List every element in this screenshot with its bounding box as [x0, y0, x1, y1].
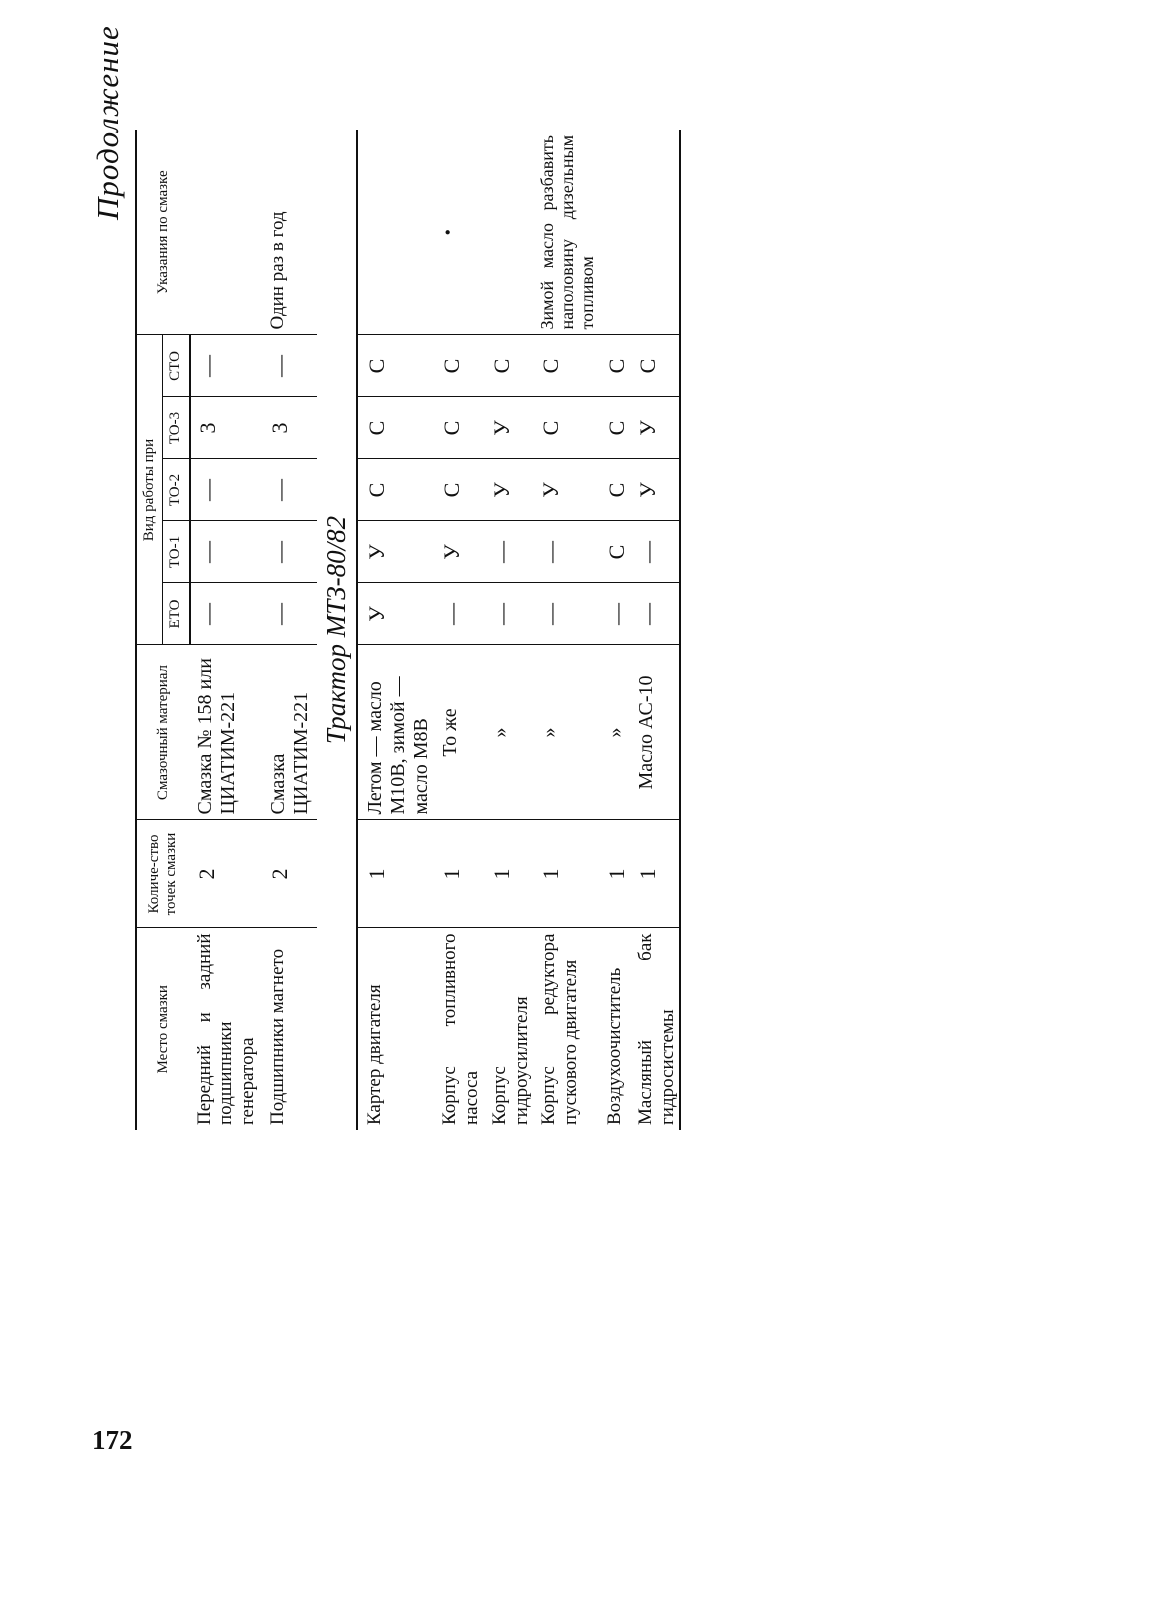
row-to2: С: [598, 459, 629, 521]
lubrication-table: [135, 130, 681, 1130]
row-place: Корпус топливного насоса: [433, 928, 483, 1130]
table-row: [598, 130, 629, 1130]
row-count: 1: [532, 820, 597, 928]
row-to3: У: [483, 397, 533, 459]
row-to1: —: [483, 521, 533, 583]
row-material: Смазка ЦИАТИМ-221: [263, 645, 317, 820]
row-to3: С: [433, 397, 483, 459]
row-eto: —: [433, 583, 483, 645]
row-sto: С: [532, 335, 597, 397]
header-count: Количе-ство точек смазки: [136, 820, 190, 928]
row-place: Воздухоочиститель: [598, 928, 629, 1130]
row-to2: У: [629, 459, 679, 521]
row-count: 1: [598, 820, 629, 928]
row-count: 1: [483, 820, 533, 928]
row-notes: •: [438, 229, 459, 236]
row-to2: У: [532, 459, 597, 521]
row-eto: —: [629, 583, 679, 645]
row-eto: —: [190, 583, 264, 645]
row-to1: У: [357, 521, 433, 583]
page-number: 172: [92, 1425, 133, 1455]
row-to1: —: [629, 521, 679, 583]
row-count: 2: [263, 820, 317, 928]
row-to2: —: [263, 459, 317, 521]
row-material: То же: [433, 645, 483, 820]
table-row: [433, 130, 483, 1130]
section-title: Трактор МТЗ-80/82: [317, 130, 357, 1130]
row-to3: С: [598, 397, 629, 459]
row-sto: С: [629, 335, 679, 397]
row-to1: —: [190, 521, 264, 583]
row-eto: —: [483, 583, 533, 645]
table-row: [629, 130, 679, 1130]
row-to1: —: [263, 521, 317, 583]
table-row: [190, 130, 264, 1130]
row-eto: —: [532, 583, 597, 645]
header-sto: СТО: [163, 335, 190, 397]
row-to1: У: [433, 521, 483, 583]
row-eto: —: [598, 583, 629, 645]
row-to2: У: [483, 459, 533, 521]
header-to3: ТО-3: [163, 397, 190, 459]
row-place: Корпус гидроусилителя: [483, 928, 533, 1130]
header-to2: ТО-2: [163, 459, 190, 521]
row-material: Смазка № 158 или ЦИАТИМ-221: [190, 645, 264, 820]
row-place: Масляный бак гидросистемы: [629, 928, 679, 1130]
row-to1: С: [598, 521, 629, 583]
row-to3: С: [357, 397, 433, 459]
row-place: Передний и задний подшипники генератора: [190, 928, 264, 1130]
row-count: 2: [190, 820, 264, 928]
row-sto: —: [263, 335, 317, 397]
row-material: »: [598, 645, 629, 820]
row-place: Картер двигателя: [357, 928, 433, 1130]
table-row: [532, 130, 597, 1130]
row-sto: С: [357, 335, 433, 397]
header-work-type: Вид работы при: [136, 335, 163, 645]
table-row: [263, 130, 317, 1130]
row-count: 1: [357, 820, 433, 928]
row-sto: —: [190, 335, 264, 397]
table-end-rule: [679, 130, 680, 1130]
row-notes: Один раз в год: [267, 211, 289, 330]
row-to3: 3: [263, 397, 317, 459]
row-notes: [598, 130, 629, 335]
row-eto: У: [357, 583, 433, 645]
row-to3: С: [532, 397, 597, 459]
row-notes: Зимой масло разбавить наполовину дизельным топливом: [537, 135, 598, 330]
row-place: Подшипники магнето: [263, 928, 317, 1130]
row-notes: [483, 130, 533, 335]
header-eto: ЕТО: [163, 583, 190, 645]
row-notes: [190, 130, 264, 335]
row-material: »: [483, 645, 533, 820]
row-to2: С: [433, 459, 483, 521]
table-row: [483, 130, 533, 1130]
header-to1: ТО-1: [163, 521, 190, 583]
row-to2: С: [357, 459, 433, 521]
row-sto: С: [483, 335, 533, 397]
row-count: 1: [629, 820, 679, 928]
row-notes: [357, 130, 433, 335]
row-to3: У: [629, 397, 679, 459]
header-notes: Указания по смазке: [136, 130, 190, 335]
row-place: Корпус редуктора пускового двигателя: [532, 928, 597, 1130]
row-eto: —: [263, 583, 317, 645]
row-to2: —: [190, 459, 264, 521]
table-row: [357, 130, 433, 1130]
row-material: »: [532, 645, 597, 820]
row-material: Летом — масло М10В, зимой — масло М8В: [357, 645, 433, 820]
row-to1: —: [532, 521, 597, 583]
row-notes: [629, 130, 679, 335]
row-to3: 3: [190, 397, 264, 459]
row-sto: С: [433, 335, 483, 397]
header-material: Смазочный материал: [136, 645, 190, 820]
continuation-label: Продолжение: [90, 25, 125, 220]
row-sto: С: [598, 335, 629, 397]
row-count: 1: [433, 820, 483, 928]
section-row: [317, 130, 357, 1130]
row-material: Масло АС-10: [629, 645, 679, 820]
header-place: Место смазки: [136, 928, 190, 1130]
